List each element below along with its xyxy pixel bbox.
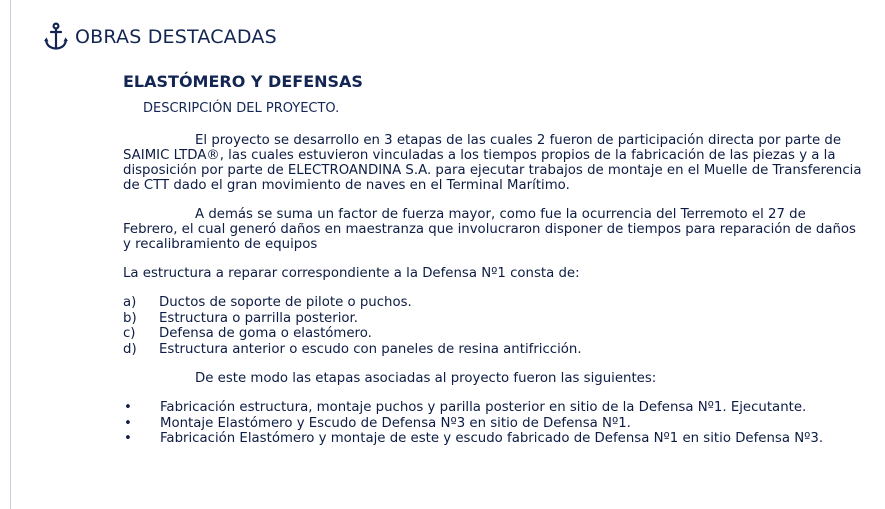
bullet-icon: • (124, 400, 132, 415)
list-marker: b) (123, 310, 137, 326)
list-marker: a) (123, 295, 137, 310)
article-content (123, 72, 863, 447)
list-item (123, 326, 863, 342)
list-item (123, 295, 863, 311)
anchor-icon (42, 22, 70, 52)
paragraph-project-stages: El proyecto se desarrollo en 3 etapas de las cuales 2 fueron de participación directa por parte de SAIMIC LTDA®, las cuales estuvieron vinculadas a los tiempos propios de la fabricación de las piezas y a la disposición por parte de ELECTROANDINA S.A. para ejecutar trabajos de montaje en el Muelle de Transferencia de CTT dado el gran movimiento de naves en el Terminal Marítimo. (123, 133, 862, 193)
list-item-text: Fabricación estructura, montaje puchos y parilla posterior en sitio de la Defensa Nº1. Ejecutante. (160, 400, 807, 415)
section-subtitle: DESCRIPCIÓN DEL PROYECTO. (143, 101, 340, 116)
paragraph-stages-intro: De este modo las etapas asociadas al proyecto fueron las siguientes: (195, 371, 657, 386)
paragraph-force-majeure: A demás se suma un factor de fuerza mayor, como fue la ocurrencia del Terremoto el 27 de Febrero, el cual generó daños en maestranza que involucraron disponer de tiempos para reparación de daños y recalibramiento de equipos (123, 207, 856, 252)
list-item-text: Montaje Elastómero y Escudo de Defensa Nº3 en sitio de Defensa Nº1. (160, 415, 631, 431)
list-marker: d) (123, 341, 137, 357)
list-item-text: Defensa de goma o elastómero. (159, 326, 372, 341)
list-item-text: Fabricación Elastómero y montaje de este y escudo fabricado de Defensa Nº1 en sitio Defensa Nº3. (160, 431, 824, 446)
list-item-text: Ductos de soporte de pilote o puchos. (159, 295, 412, 310)
page-title: OBRAS DESTACADAS (75, 26, 277, 48)
list-marker: c) (123, 326, 136, 341)
paragraph-structure-intro: La estructura a reparar correspondiente a la Defensa Nº1 consta de: (123, 266, 580, 281)
left-border-rule (10, 0, 11, 509)
list-item (123, 342, 863, 358)
list-item (123, 431, 863, 447)
bullet-icon: • (124, 415, 132, 431)
list-item-text: Estructura anterior o escudo con paneles de resina antifricción. (159, 341, 582, 357)
list-item-text: Estructura o parrilla posterior. (159, 310, 359, 326)
section-title: ELASTÓMERO Y DEFENSAS (123, 72, 363, 91)
list-item (123, 311, 863, 327)
bullet-icon: • (124, 431, 132, 446)
stages-list (123, 400, 863, 447)
page-header (42, 22, 277, 52)
list-item (123, 416, 863, 432)
list-item (123, 400, 863, 416)
structure-list (123, 295, 863, 357)
